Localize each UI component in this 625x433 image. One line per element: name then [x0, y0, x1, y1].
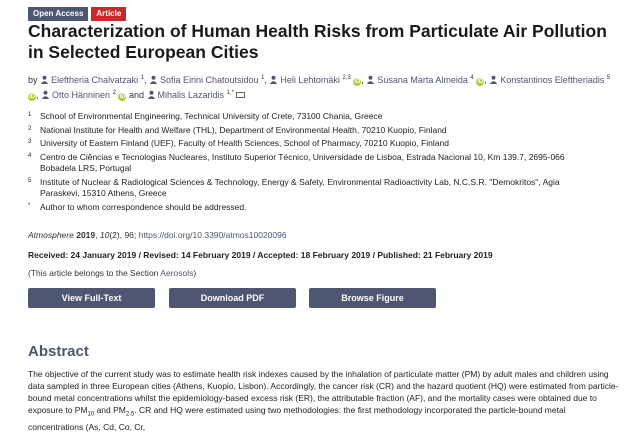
affiliation-item — [28, 111, 598, 123]
author-affil-sup: 1,* — [226, 90, 234, 96]
author-name[interactable]: Sofia Eirini Chatoutsidou — [159, 75, 259, 85]
author-icon — [149, 75, 158, 84]
affiliation-number: * — [28, 202, 31, 209]
author-name[interactable]: Eleftheria Chalvatzaki — [51, 75, 139, 85]
orcid-icon[interactable]: iD — [354, 79, 361, 85]
citation-line: Atmosphere 2019, 10(2), 96; https://doi.org/10.3390/atmos10020096 — [28, 230, 287, 240]
citation-volume: 10 — [99, 230, 110, 240]
abstract-sub-1: 10 — [87, 411, 95, 418]
author-name[interactable]: Mihalis Lazaridis — [157, 90, 225, 100]
author-icon — [40, 75, 49, 84]
and-word: and — [128, 90, 144, 100]
author-affil-sup: 1 — [261, 75, 265, 81]
affiliation-item — [28, 152, 598, 175]
author-affil-sup: 4 — [470, 75, 474, 81]
author-2[interactable] — [149, 75, 264, 85]
author-icon — [147, 90, 156, 99]
mail-icon[interactable] — [236, 92, 245, 98]
affiliation-text: Centro de Ciências e Tecnologias Nucleares, Instituto Superior Técnico, Universidade de Lisboa, Estrada Nacional 10, Km 139.7, 2695-066 Bobadela LRS, Portugal — [40, 151, 565, 173]
author-icon — [366, 75, 375, 84]
author-name[interactable]: Susana Marta Almeida — [377, 75, 468, 85]
author-affil-sup: 5 — [606, 75, 611, 81]
author-affil-sup: 1 — [140, 75, 144, 81]
affiliation-text: School of Environmental Engineering, Technical University of Crete, 73100 Chania, Greece — [40, 111, 383, 121]
download-pdf-button[interactable]: Download PDF — [169, 288, 296, 308]
author-list: by Eleftheria Chalvatzaki $^1$, Sofia Eirini Chatoutsidou $^1$, Heli Lehtomäki $^{2,3}$ iD, Susana Marta Almeida $^4$ iD, Konstantinos Eleftheriadis $^5$ iD, Otto Hänninen $^2$ iD and Mihalis Lazaridis $^{1,*}$ — [28, 75, 611, 100]
author-6[interactable] — [41, 90, 126, 100]
affiliation-text: National Institute for Health and Welfare (THL), Department of Environmental Health, 70210 Kuopio, Finland — [40, 124, 447, 135]
author-name[interactable]: Otto Hänninen — [52, 90, 111, 100]
abstract-part-2: and PM — [94, 405, 126, 415]
article-badges — [28, 7, 126, 21]
author-affil-sup: 2 — [112, 90, 116, 96]
affiliation-item — [28, 125, 598, 137]
abstract-part-3: . CR and HQ were estimated using two methodologies: the first methodology incorporated the particle-bound metal concentrations (As, Cd, Co, Cr, — [28, 405, 566, 432]
affiliation-list — [28, 111, 598, 215]
publication-dates: Received: 24 January 2019 / Revised: 14 February 2019 / Accepted: 18 February 2019 / Published: 21 February 2019 — [28, 250, 493, 260]
affiliation-item — [28, 202, 598, 214]
affiliation-number: 5 — [28, 177, 32, 184]
browse-figure-button[interactable]: Browse Figure — [309, 288, 436, 308]
doi-link[interactable]: https://doi.org/10.3390/atmos10020096 — [138, 230, 287, 240]
affiliation-number: 2 — [28, 125, 32, 132]
section-suffix: ) — [193, 268, 197, 278]
abstract-part-1: The objective of the current study was to estimate health risk indexes caused by the inhalation of particulate matter (PM) by adult males and children using data sampled in three European cities (Athens, Kuopio, Lisbon). Accordingly, the cancer risk (CR) and the hazard quotient (HQ) were estimated from particle-bound metal concentrations whilst the epidemiology-based excess risk (ER), the attributable fraction (AF), and the mortality cases were obtained due to exposure to PM — [28, 369, 619, 415]
affiliation-text: Author to whom correspondence should be addressed. — [40, 201, 247, 212]
author-1[interactable] — [40, 75, 144, 85]
abstract-sub-2: 2.5 — [125, 411, 135, 418]
abstract-text — [28, 368, 620, 433]
author-3[interactable] — [269, 75, 361, 85]
author-4[interactable] — [366, 75, 484, 85]
orcid-icon[interactable]: iD — [477, 79, 484, 85]
author-name[interactable]: Konstantinos Eleftheriadis — [500, 75, 605, 85]
citation-year: 2019 — [76, 230, 96, 240]
open-access-badge: Open Access — [28, 7, 88, 21]
author-icon — [489, 75, 498, 84]
affiliation-text: University of Eastern Finland (UEF), Faculty of Health Sciences, School of Pharmacy, 70210 Kuopio, Finland — [40, 138, 449, 148]
affiliation-text: Institute of Nuclear & Radiological Sciences & Technology, Energy & Safety, Environmental Radioactivity Lab, N.C.S.R. "Demokritos", Agia Paraskevi, 15310 Athens, Greece — [40, 176, 560, 198]
affiliation-item — [28, 177, 598, 200]
author-affil-sup: 2,3 — [342, 75, 351, 81]
affiliation-item — [28, 138, 598, 150]
orcid-icon[interactable]: iD — [29, 94, 35, 100]
authors-by-label: by — [28, 75, 38, 85]
article-title: Characterization of Human Health Risks from Particulate Air Pollution in Selected European Cities — [28, 21, 607, 62]
article-type-badge: Article — [91, 7, 126, 21]
author-icon — [269, 75, 278, 84]
journal-name: Atmosphere — [28, 230, 74, 240]
orcid-icon[interactable]: iD — [119, 94, 126, 100]
view-full-text-button[interactable]: View Full-Text — [28, 288, 155, 308]
author-icon — [41, 90, 50, 99]
abstract-heading: Abstract — [28, 343, 89, 360]
section-note — [28, 268, 196, 278]
affiliation-number: 3 — [28, 139, 32, 145]
author-7[interactable] — [147, 90, 246, 100]
affiliation-number: 4 — [28, 152, 32, 159]
author-name[interactable]: Heli Lehtomäki — [280, 75, 340, 85]
citation-issue: (2), 96; — [109, 230, 137, 240]
section-prefix: (This article belongs to the Section — [28, 268, 161, 278]
affiliation-number: 1 — [28, 112, 32, 118]
section-link[interactable]: Aerosols — [160, 268, 194, 278]
